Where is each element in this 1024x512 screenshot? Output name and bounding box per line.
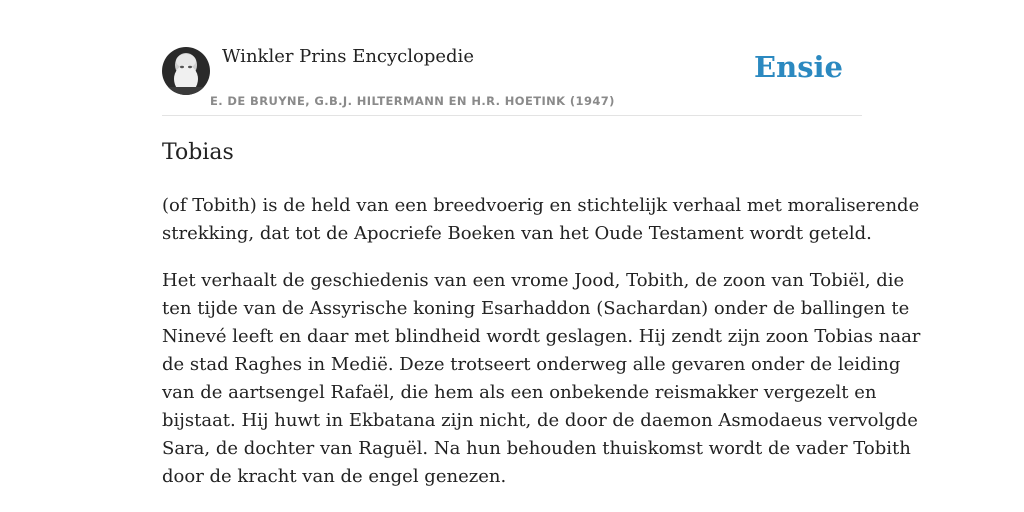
paragraph-line: (of Tobith) is de held van een breedvoerig en stichtelijk verhaal met moraliserende bbox=[162, 195, 920, 216]
article-paragraph bbox=[162, 267, 921, 491]
paragraph-line: Sara, de dochter van Raguël. Na hun behouden thuiskomst wordt de vader Tobith bbox=[162, 438, 911, 459]
paragraph-line: door de kracht van de engel genezen. bbox=[162, 466, 507, 487]
publication-title[interactable]: Winkler Prins Encyclopedie bbox=[222, 46, 474, 67]
header-divider bbox=[162, 115, 862, 116]
paragraph-line: strekking, dat tot de Apocriefe Boeken van het Oude Testament wordt geteld. bbox=[162, 223, 872, 244]
article-page bbox=[162, 0, 921, 512]
article-body bbox=[162, 192, 921, 510]
paragraph-line: van de aartsengel Rafaël, die hem als een onbekende reismakker vergezelt en bbox=[162, 382, 877, 403]
author-portrait-icon[interactable] bbox=[162, 47, 210, 95]
paragraph-line: ten tijde van de Assyrische koning Esarhaddon (Sachardan) onder de ballingen te bbox=[162, 298, 910, 319]
paragraph-line: de stad Raghes in Medië. Deze trotseert onderweg alle gevaren onder de leiding bbox=[162, 354, 901, 375]
entry-title: Tobias bbox=[162, 140, 234, 165]
paragraph-line: Ninevé leeft en daar met blindheid wordt geslagen. Hij zendt zijn zoon Tobias naar bbox=[162, 326, 921, 347]
paragraph-line: bijstaat. Hij huwt in Ekbatana zijn nicht, de door de daemon Asmodaeus vervolgde bbox=[162, 410, 918, 431]
publication-authors: E. DE BRUYNE, G.B.J. HILTERMANN EN H.R. HOETINK (1947) bbox=[210, 94, 615, 108]
article-paragraph bbox=[162, 192, 920, 248]
ensie-logo[interactable]: Ensie bbox=[754, 50, 843, 84]
paragraph-line: Het verhaalt de geschiedenis van een vrome Jood, Tobith, de zoon van Tobiël, die bbox=[162, 270, 905, 291]
